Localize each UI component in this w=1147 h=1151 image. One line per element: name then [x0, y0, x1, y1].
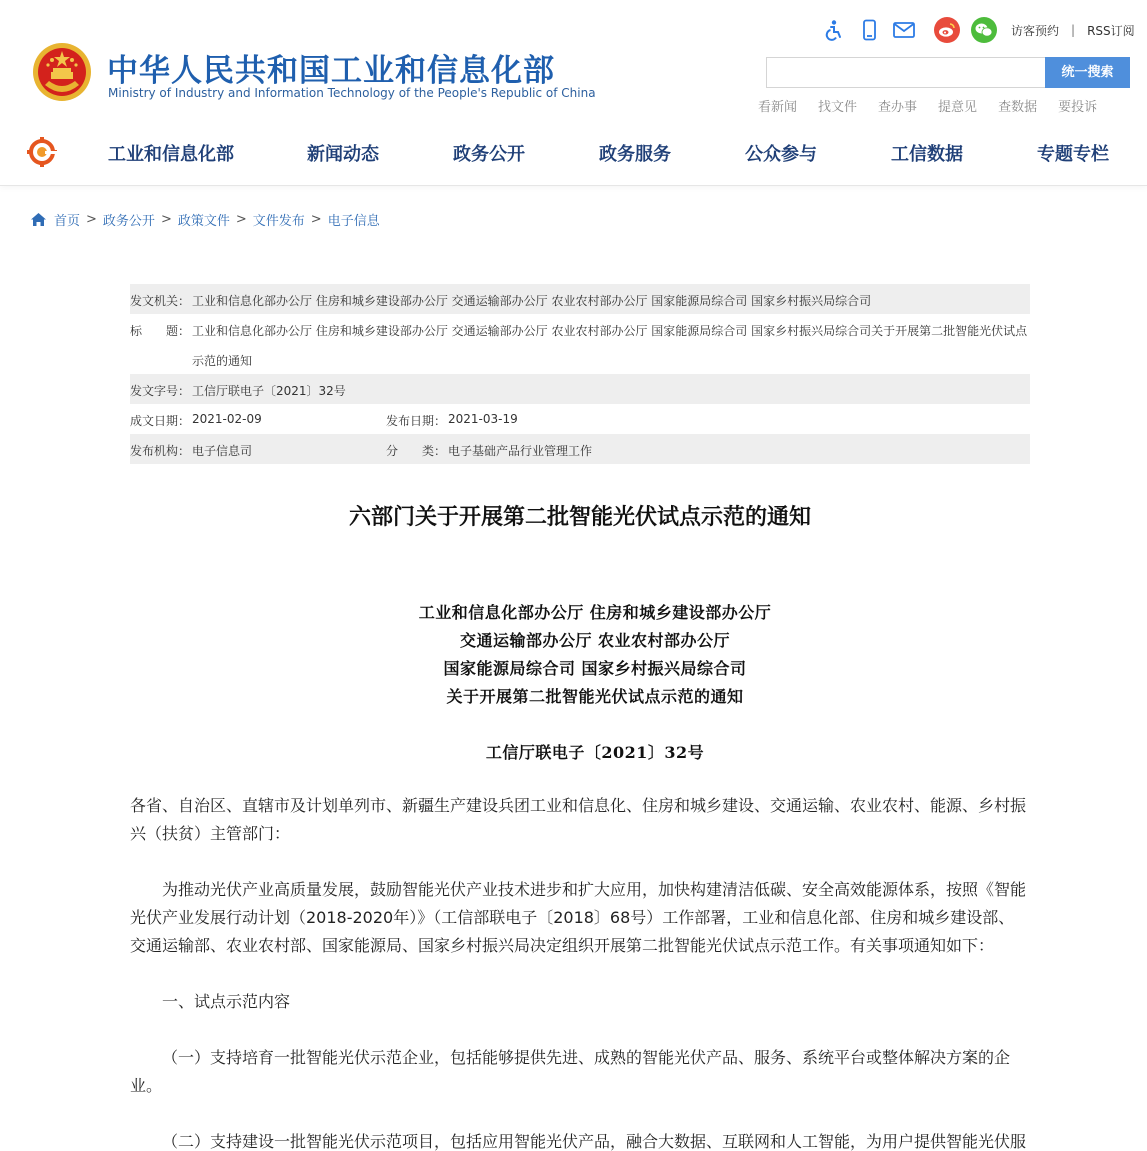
mobile-phone-icon[interactable] — [857, 18, 881, 42]
nav-item-news[interactable]: 新闻动态 — [307, 144, 379, 165]
wechat-icon[interactable] — [971, 17, 997, 43]
weibo-icon[interactable] — [934, 17, 960, 43]
breadcrumb — [30, 210, 380, 229]
document-header-line: 关于开展第二批智能光伏试点示范的通知 — [446, 687, 744, 706]
nav-item-ministry[interactable]: 工业和信息化部 — [108, 144, 234, 165]
document-header-line: 交通运输部办公厅 农业农村部办公厅 — [459, 631, 731, 650]
meta-category-label: 分 类： — [386, 444, 447, 458]
site-header — [0, 0, 1147, 186]
site-subtitle: Ministry of Industry and Information Technology of the People's Republic of China — [108, 86, 596, 100]
meta-org-label: 发布机构： — [130, 444, 191, 458]
quick-link-services[interactable]: 查办事 — [878, 100, 918, 115]
document-meta-table — [130, 284, 1030, 464]
quick-link-complaint[interactable]: 要投诉 — [1058, 100, 1098, 115]
nav-item-topics[interactable]: 专题专栏 — [1037, 144, 1109, 165]
breadcrumb-home[interactable]: 首页 — [54, 214, 81, 229]
meta-published-value: 2021-03-19 — [448, 412, 518, 426]
breadcrumb-gov-affairs[interactable]: 政务公开 — [102, 214, 155, 229]
national-emblem-icon[interactable] — [31, 41, 93, 103]
meta-row-org — [130, 434, 1030, 464]
document-header-line: 国家能源局综合司 国家乡村振兴局综合司 — [443, 659, 747, 678]
breadcrumb-file-release[interactable]: 文件发布 — [252, 214, 305, 229]
quick-link-news[interactable]: 看新闻 — [758, 100, 798, 115]
document-list-item: （一）支持培育一批智能光伏示范企业，包括能够提供先进、成熟的智能光伏产品、服务、系统平台或整体解决方案的企业。 — [130, 1048, 1011, 1095]
breadcrumb-separator-icon: > — [310, 212, 322, 227]
meta-row-issuer — [130, 284, 1030, 314]
document-header-line: 工业和信息化部办公厅 住房和城乡建设部办公厅 — [418, 603, 772, 622]
accessibility-icon[interactable] — [822, 18, 846, 42]
nav-item-gov-services[interactable]: 政务服务 — [599, 144, 671, 165]
top-link-divider: | — [1071, 23, 1076, 37]
site-title[interactable]: 中华人民共和国工业和信息化部 — [107, 53, 555, 89]
meta-title-label: 标 题： — [130, 324, 191, 338]
top-utility-bar — [822, 17, 1135, 43]
search-input[interactable] — [766, 57, 1046, 88]
meta-org-value: 电子信息司 — [192, 444, 253, 458]
search-button[interactable]: 统一搜索 — [1045, 57, 1130, 88]
meta-title-line2: 示范的通知 — [192, 354, 253, 368]
document-list-item: （二）支持建设一批智能光伏示范项目，包括应用智能光伏产品，融合大数据、互联网和人工智能，为用户提供智能光伏服 — [162, 1132, 1027, 1151]
meta-issuer-label: 发文机关： — [130, 294, 191, 308]
home-icon[interactable] — [30, 212, 47, 227]
meta-docno-value: 工信厅联电子〔2021〕32号 — [192, 384, 346, 398]
ministry-logo-icon[interactable] — [27, 137, 57, 167]
visitor-appointment-link[interactable]: 访客预约 — [1011, 23, 1060, 38]
quick-link-feedback[interactable]: 提意见 — [938, 100, 978, 115]
breadcrumb-policy-files[interactable]: 政策文件 — [177, 214, 230, 229]
nav-item-public-participation[interactable]: 公众参与 — [745, 144, 817, 165]
meta-row-dates — [130, 404, 1030, 434]
meta-written-value: 2021-02-09 — [192, 412, 262, 426]
quick-link-data[interactable]: 查数据 — [998, 100, 1038, 115]
meta-title-line1: 工业和信息化部办公厅 住房和城乡建设部办公厅 交通运输部办公厅 农业农村部办公厅 国家能源局综合司 国家乡村振兴局综合司关于开展第二批智能光伏试点 — [192, 324, 1028, 338]
nav-item-data[interactable]: 工信数据 — [891, 144, 963, 165]
document-section-heading: 一、试点示范内容 — [162, 992, 291, 1011]
document-paragraph: 为推动光伏产业高质量发展，鼓励智能光伏产业技术进步和扩大应用，加快构建清洁低碳、安全高效能源体系，按照《智能光伏产业发展行动计划（2018-2020年）》（工信部联电子〔2018〕68号）工作部署，工业和信息化部、住房和城乡建设部、交通运输部、农业农村部、国家能源局、国家乡村振兴局决定组织开展第二批智能光伏试点示范工作。有关事项通知如下： — [130, 880, 1027, 955]
quick-links — [758, 96, 1097, 115]
document-number: 工信厅联电子〔2021〕32号 — [485, 743, 705, 762]
breadcrumb-separator-icon: > — [86, 212, 97, 227]
meta-category-value: 电子基础产品行业管理工作 — [448, 444, 593, 458]
meta-row-docno — [130, 374, 1030, 404]
rss-link[interactable]: RSS订阅 — [1087, 23, 1135, 38]
meta-row-title — [130, 314, 1030, 374]
document-title: 六部门关于开展第二批智能光伏试点示范的通知 — [348, 505, 811, 530]
email-icon[interactable] — [892, 18, 916, 42]
breadcrumb-separator-icon: > — [235, 212, 247, 227]
quick-link-files[interactable]: 找文件 — [818, 100, 858, 115]
breadcrumb-separator-icon: > — [160, 212, 172, 227]
document-addressee: 各省、自治区、直辖市及计划单列市、新疆生产建设兵团工业和信息化、住房和城乡建设、交通运输、农业农村、能源、乡村振兴（扶贫）主管部门： — [130, 796, 1027, 843]
breadcrumb-electronics[interactable]: 电子信息 — [327, 214, 380, 229]
meta-published-label: 发布日期： — [386, 414, 447, 428]
meta-docno-label: 发文字号： — [130, 384, 191, 398]
meta-issuer-value: 工业和信息化部办公厅 住房和城乡建设部办公厅 交通运输部办公厅 农业农村部办公厅 国家能源局综合司 国家乡村振兴局综合司 — [192, 294, 872, 308]
meta-written-label: 成文日期： — [130, 414, 191, 428]
nav-item-gov-affairs[interactable]: 政务公开 — [453, 144, 525, 165]
